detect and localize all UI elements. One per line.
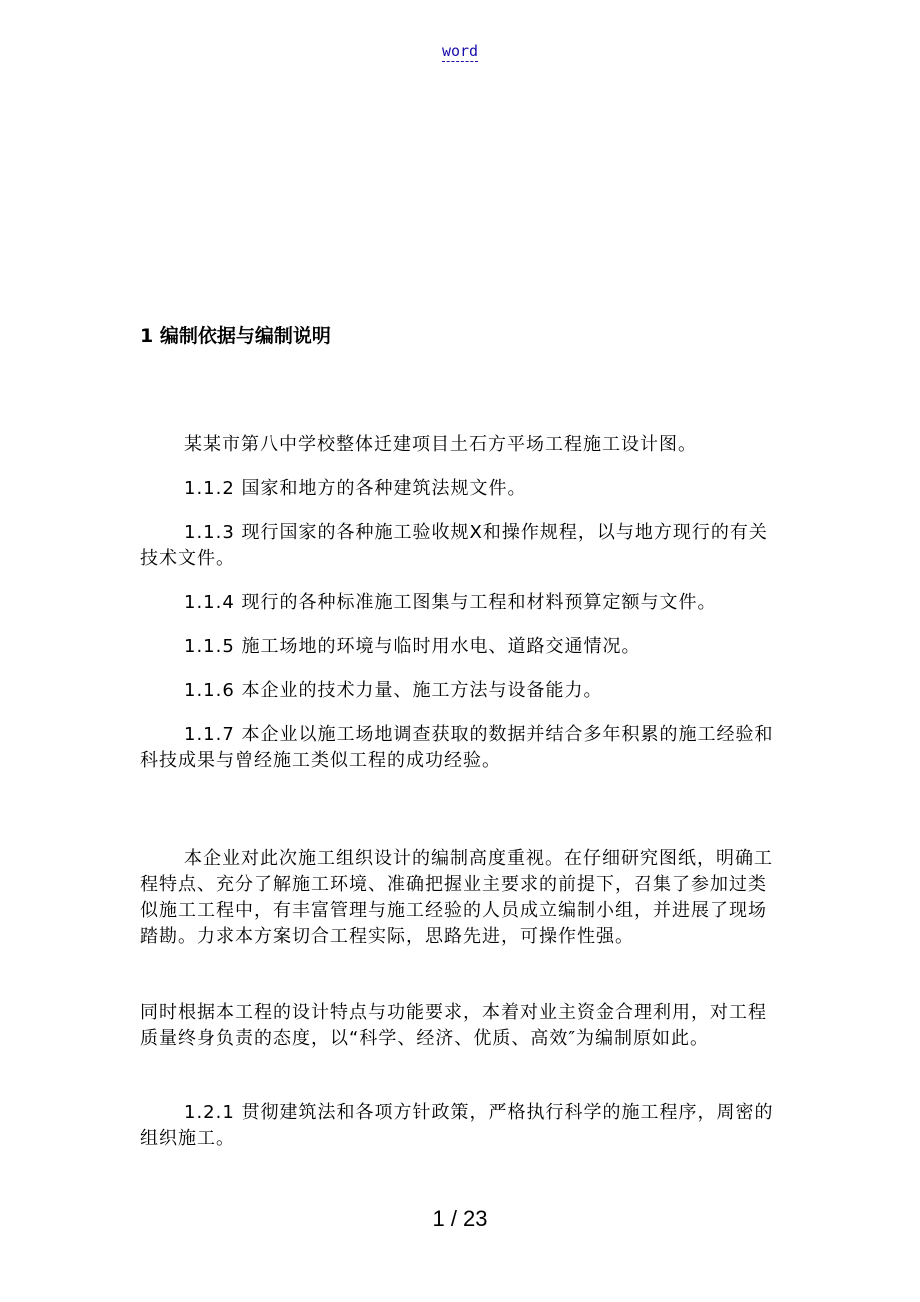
header-link-text[interactable]: word: [441, 42, 479, 60]
paragraph-compilation-intro: 本企业对此次施工组织设计的编制高度重视。在仔细研究图纸，明确工程特点、充分了解施工环境、准确把握业主要求的前提下，召集了参加过类似施工工程中，有丰富管理与施工经验的人员成立编制小组，并进展了现场踏勘。力求本方案切合工程实际，思路先进，可操作性强。: [140, 848, 773, 947]
paragraph-1-1-6: 1.1.6 本企业的技术力量、施工方法与设备能力。: [184, 680, 603, 701]
paragraph-1-1-2: 1.1.2 国家和地方的各种建筑法规文件。: [184, 478, 527, 499]
paragraph-design-drawings: 某某市第八中学校整体迁建项目土石方平场工程施工设计图。: [184, 434, 697, 455]
paragraph-1-2-1: 1.2.1 贯彻建筑法和各项方针政策，严格执行科学的施工程序，周密的组织施工。: [140, 1102, 774, 1149]
page-number: 1 / 23: [432, 1206, 488, 1231]
paragraph-1-1-7: 1.1.7 本企业以施工场地调查获取的数据并结合多年积累的施工经验和科技成果与曾经施工类似工程的成功经验。: [140, 724, 774, 771]
section-heading: 1 编制依据与编制说明: [140, 325, 331, 347]
paragraph-1-1-5: 1.1.5 施工场地的环境与临时用水电、道路交通情况。: [184, 636, 641, 657]
paragraph-1-1-3: 1.1.3 现行国家的各种施工验收规X和操作规程，以与地方现行的有关技术文件。: [140, 522, 768, 569]
paragraph-1-1-4: 1.1.4 现行的各种标准施工图集与工程和材料预算定额与文件。: [184, 592, 717, 613]
paragraph-design-principles: 同时根据本工程的设计特点与功能要求，本着对业主资金合理利用，对工程质量终身负责的态度，以“科学、经济、优质、高效″为编制原如此。: [140, 1002, 767, 1049]
header-word-link[interactable]: [0, 40, 920, 62]
